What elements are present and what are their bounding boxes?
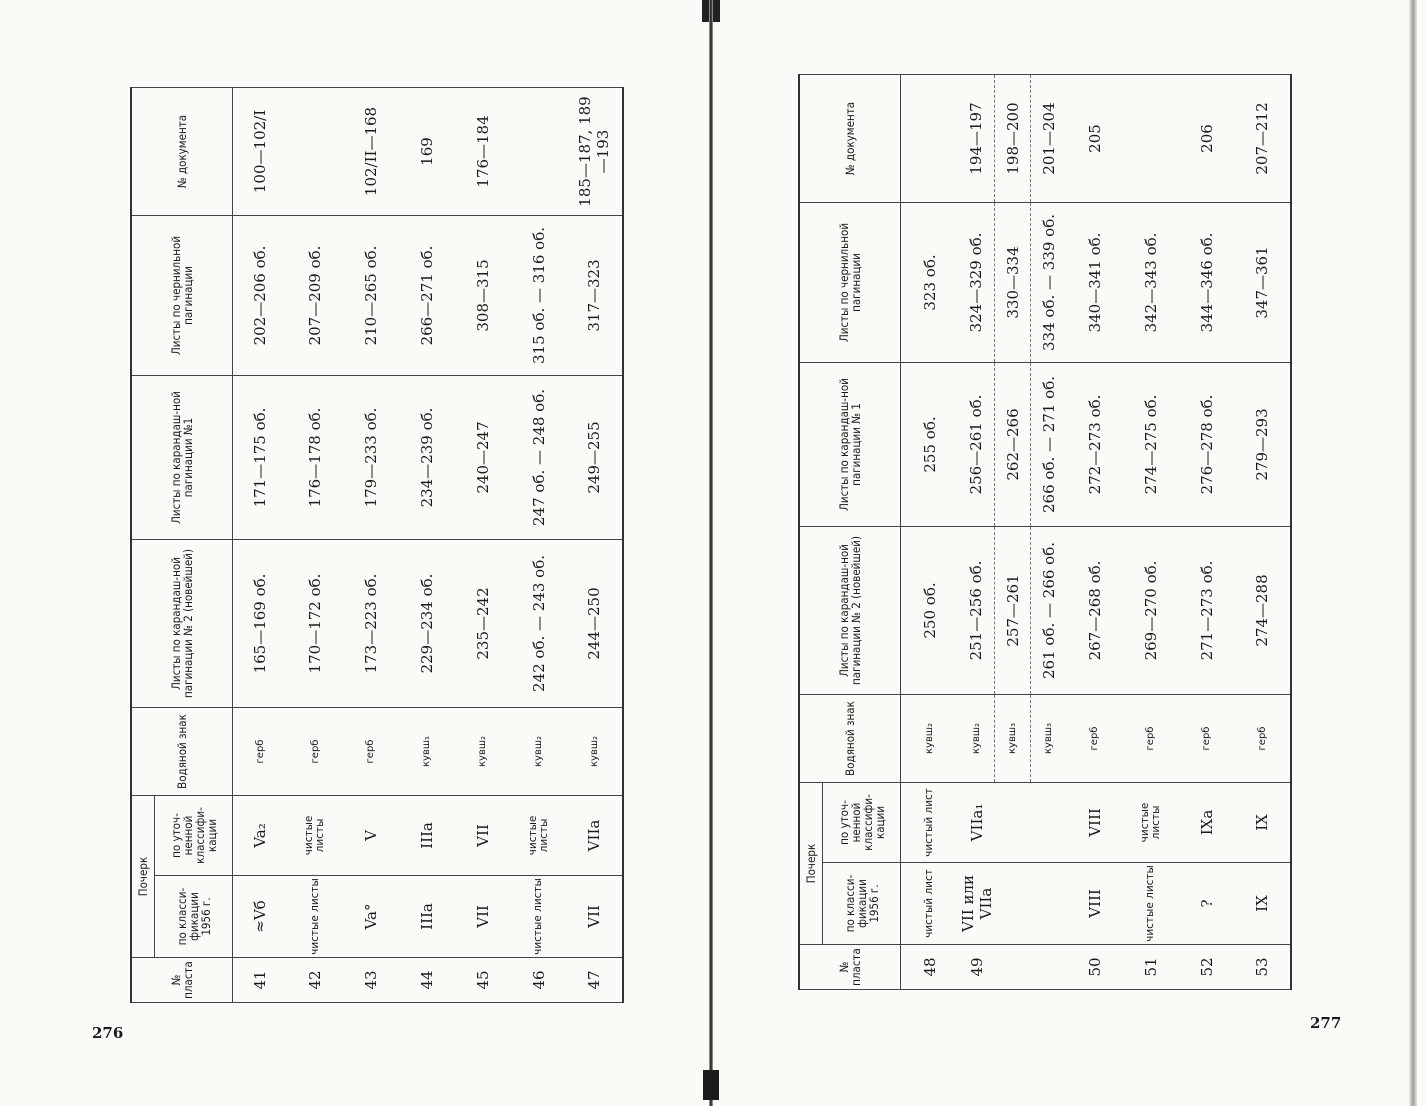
watermark-cell: герб xyxy=(1179,694,1235,782)
doc-cell xyxy=(901,74,959,202)
table-row xyxy=(995,74,1031,989)
plate-cell: 46 xyxy=(511,958,567,1003)
table-row xyxy=(455,87,511,1002)
hw-refined-cell: чистый лист xyxy=(901,782,959,862)
pencil1-cell: 176—178 об. xyxy=(288,375,343,539)
ink-cell: 334 об. — 339 об. xyxy=(1031,202,1067,362)
pencil2-cell: 170—172 об. xyxy=(288,539,343,707)
doc-cell: 100—102/I xyxy=(233,87,288,215)
hw-refined-cell xyxy=(1031,782,1067,862)
ink-cell: 324—329 об. xyxy=(959,202,995,362)
ink-cell: 308—315 xyxy=(455,215,511,375)
watermark-cell: герб xyxy=(1067,694,1123,782)
table-row xyxy=(567,87,623,1002)
hw-refined-cell: чистые листы xyxy=(511,795,567,875)
plate-cell: 49 xyxy=(959,945,995,990)
pencil1-cell: 256—261 об. xyxy=(959,362,995,526)
page-edge xyxy=(1409,0,1417,1106)
hw-refined-cell: чистые листы xyxy=(1123,782,1179,862)
pencil2-cell: 235—242 xyxy=(455,539,511,707)
plate-cell: 47 xyxy=(567,958,623,1003)
watermark-cell: герб xyxy=(1123,694,1179,782)
ink-cell: 347—361 xyxy=(1235,202,1291,362)
doc-cell: 201—204 xyxy=(1031,74,1067,202)
right-table xyxy=(798,74,1292,990)
page-number-left: 276 xyxy=(92,1024,124,1042)
pencil1-cell: 234—239 об. xyxy=(399,375,455,539)
pencil2-cell: 261 об. — 266 об. xyxy=(1031,526,1067,694)
watermark-cell: кувш₂ xyxy=(511,707,567,795)
pencil2-cell: 244—250 xyxy=(567,539,623,707)
hw-1956-cell: Va° xyxy=(343,876,399,958)
header-ink: Листы по чернильной пагинации xyxy=(799,202,901,362)
watermark-cell: герб xyxy=(233,707,288,795)
ink-cell: 317—323 xyxy=(567,215,623,375)
table-row xyxy=(343,87,399,1002)
right-table-rotator xyxy=(798,74,1292,990)
ink-cell: 340—341 об. xyxy=(1067,202,1123,362)
plate-cell: 52 xyxy=(1179,945,1235,990)
doc-cell xyxy=(511,87,567,215)
table-row xyxy=(959,74,995,989)
pencil2-cell: 229—234 об. xyxy=(399,539,455,707)
watermark-cell: кувш₂ xyxy=(959,694,995,782)
table-row xyxy=(233,87,288,1002)
header-handwriting: Почерк xyxy=(799,782,823,944)
hw-1956-cell: чистый лист xyxy=(901,863,959,945)
pencil1-cell: 262—266 xyxy=(995,362,1031,526)
watermark-cell: кувш₂ xyxy=(901,694,959,782)
pencil2-cell: 165—169 об. xyxy=(233,539,288,707)
hw-refined-cell xyxy=(995,782,1031,862)
hw-refined-cell: IXa xyxy=(1179,782,1235,862)
plate-cell: 41 xyxy=(233,958,288,1003)
hw-1956-cell: VIII xyxy=(1067,863,1123,945)
hw-1956-cell xyxy=(995,863,1031,945)
watermark-cell: кувш₂ xyxy=(455,707,511,795)
doc-cell: 198—200 xyxy=(995,74,1031,202)
header-hw-1956: по класси-фикации 1956 г. xyxy=(155,876,233,958)
plate-cell: 44 xyxy=(399,958,455,1003)
header-ink: Листы по чернильной пагинации xyxy=(131,215,233,375)
watermark-cell: кувш₃ xyxy=(1031,694,1067,782)
table-row xyxy=(1067,74,1123,989)
ink-cell: 210—265 об. xyxy=(343,215,399,375)
hw-1956-cell: ? xyxy=(1179,863,1235,945)
hw-1956-cell: чистые листы xyxy=(511,876,567,958)
watermark-cell: герб xyxy=(1235,694,1291,782)
hw-1956-cell: VII или VIIa xyxy=(959,863,995,945)
pencil1-cell: 179—233 об. xyxy=(343,375,399,539)
pencil2-cell: 274—288 xyxy=(1235,526,1291,694)
hw-1956-cell: VII xyxy=(455,876,511,958)
pencil1-cell: 272—273 об. xyxy=(1067,362,1123,526)
header-document: № документа xyxy=(131,87,233,215)
doc-cell: 169 xyxy=(399,87,455,215)
hw-refined-cell: IIIa xyxy=(399,795,455,875)
ink-cell: 202—206 об. xyxy=(233,215,288,375)
hw-refined-cell: VII xyxy=(455,795,511,875)
ink-cell: 330—334 xyxy=(995,202,1031,362)
header-hw-refined: по уточ-ненной классифи-кации xyxy=(823,782,901,862)
plate-cell: 48 xyxy=(901,945,959,990)
pencil2-cell: 269—270 об. xyxy=(1123,526,1179,694)
header-pencil-2: Листы по карандаш-ной пагинации № 2 (новейшей) xyxy=(131,539,233,707)
doc-cell: 205 xyxy=(1067,74,1123,202)
pencil1-cell: 247 об. — 248 об. xyxy=(511,375,567,539)
table-row xyxy=(1235,74,1291,989)
pencil2-cell: 250 об. xyxy=(901,526,959,694)
watermark-cell: герб xyxy=(343,707,399,795)
header-document: № документа xyxy=(799,74,901,202)
plate-cell: 51 xyxy=(1123,945,1179,990)
header-plate: № пласта xyxy=(799,945,901,990)
page-number-right: 277 xyxy=(1310,1014,1342,1032)
header-pencil-1: Листы по карандаш-ной пагинации №1 xyxy=(131,375,233,539)
binding-shadow-bottom xyxy=(703,1070,719,1100)
plate-cell xyxy=(995,945,1031,990)
hw-refined-cell: VIII xyxy=(1067,782,1123,862)
pencil2-cell: 173—223 об. xyxy=(343,539,399,707)
header-hw-1956: по класси-фикации 1956 г. xyxy=(823,863,901,945)
doc-cell: 176—184 xyxy=(455,87,511,215)
plate-cell: 53 xyxy=(1235,945,1291,990)
header-plate: № пласта xyxy=(131,958,233,1003)
header-pencil-1: Листы по карандаш-ной пагинации № 1 xyxy=(799,362,901,526)
ink-cell: 342—343 об. xyxy=(1123,202,1179,362)
pencil1-cell: 274—275 об. xyxy=(1123,362,1179,526)
pencil1-cell: 266 об. — 271 об. xyxy=(1031,362,1067,526)
watermark-cell: кувш₁ xyxy=(399,707,455,795)
pencil1-cell: 255 об. xyxy=(901,362,959,526)
table-row xyxy=(511,87,567,1002)
header-handwriting: Почерк xyxy=(131,795,155,957)
hw-refined-cell: VIIa xyxy=(567,795,623,875)
pencil2-cell: 257—261 xyxy=(995,526,1031,694)
doc-cell: 206 xyxy=(1179,74,1235,202)
hw-refined-cell: Va₂ xyxy=(233,795,288,875)
table-row xyxy=(1123,74,1179,989)
hw-refined-cell: IX xyxy=(1235,782,1291,862)
hw-1956-cell: чистые листы xyxy=(288,876,343,958)
hw-refined-cell: чистые листы xyxy=(288,795,343,875)
book-spine xyxy=(709,0,713,1106)
left-table xyxy=(130,87,624,1003)
doc-cell xyxy=(1123,74,1179,202)
pencil1-cell: 240—247 xyxy=(455,375,511,539)
doc-cell: 102/II—168 xyxy=(343,87,399,215)
plate-cell: 45 xyxy=(455,958,511,1003)
ink-cell: 323 об. xyxy=(901,202,959,362)
hw-1956-cell: IX xyxy=(1235,863,1291,945)
pencil2-cell: 242 об. — 243 об. xyxy=(511,539,567,707)
table-row xyxy=(1031,74,1067,989)
plate-cell: 50 xyxy=(1067,945,1123,990)
ink-cell: 266—271 об. xyxy=(399,215,455,375)
doc-cell: 185—187, 189—193 xyxy=(567,87,623,215)
watermark-cell: герб xyxy=(288,707,343,795)
pencil2-cell: 271—273 об. xyxy=(1179,526,1235,694)
header-watermark: Водяной знак xyxy=(131,707,233,795)
pencil1-cell: 171—175 об. xyxy=(233,375,288,539)
ink-cell: 315 об. — 316 об. xyxy=(511,215,567,375)
doc-cell: 194—197 xyxy=(959,74,995,202)
table-row xyxy=(901,74,959,989)
ink-cell: 344—346 об. xyxy=(1179,202,1235,362)
plate-cell: 43 xyxy=(343,958,399,1003)
hw-1956-cell: чистые листы xyxy=(1123,863,1179,945)
table-row xyxy=(288,87,343,1002)
hw-1956-cell: IIIa xyxy=(399,876,455,958)
table-row xyxy=(1179,74,1235,989)
header-pencil-2: Листы по карандаш-ной пагинации № 2 (новейшей) xyxy=(799,526,901,694)
hw-1956-cell: VII xyxy=(567,876,623,958)
pencil2-cell: 267—268 об. xyxy=(1067,526,1123,694)
hw-refined-cell: V xyxy=(343,795,399,875)
hw-1956-cell xyxy=(1031,863,1067,945)
plate-cell xyxy=(1031,945,1067,990)
left-table-rotator xyxy=(130,87,624,1003)
doc-cell xyxy=(288,87,343,215)
pencil1-cell: 276—278 об. xyxy=(1179,362,1235,526)
pencil1-cell: 279—293 xyxy=(1235,362,1291,526)
header-hw-refined: по уточ-ненной классифи-кации xyxy=(155,795,233,875)
ink-cell: 207—209 об. xyxy=(288,215,343,375)
pencil2-cell: 251—256 об. xyxy=(959,526,995,694)
pencil1-cell: 249—255 xyxy=(567,375,623,539)
hw-refined-cell: VIIa₁ xyxy=(959,782,995,862)
hw-1956-cell: ≈Vб xyxy=(233,876,288,958)
doc-cell: 207—212 xyxy=(1235,74,1291,202)
watermark-cell: кувш₂ xyxy=(567,707,623,795)
plate-cell: 42 xyxy=(288,958,343,1003)
header-watermark: Водяной знак xyxy=(799,694,901,782)
watermark-cell: кувш₃ xyxy=(995,694,1031,782)
table-row xyxy=(399,87,455,1002)
